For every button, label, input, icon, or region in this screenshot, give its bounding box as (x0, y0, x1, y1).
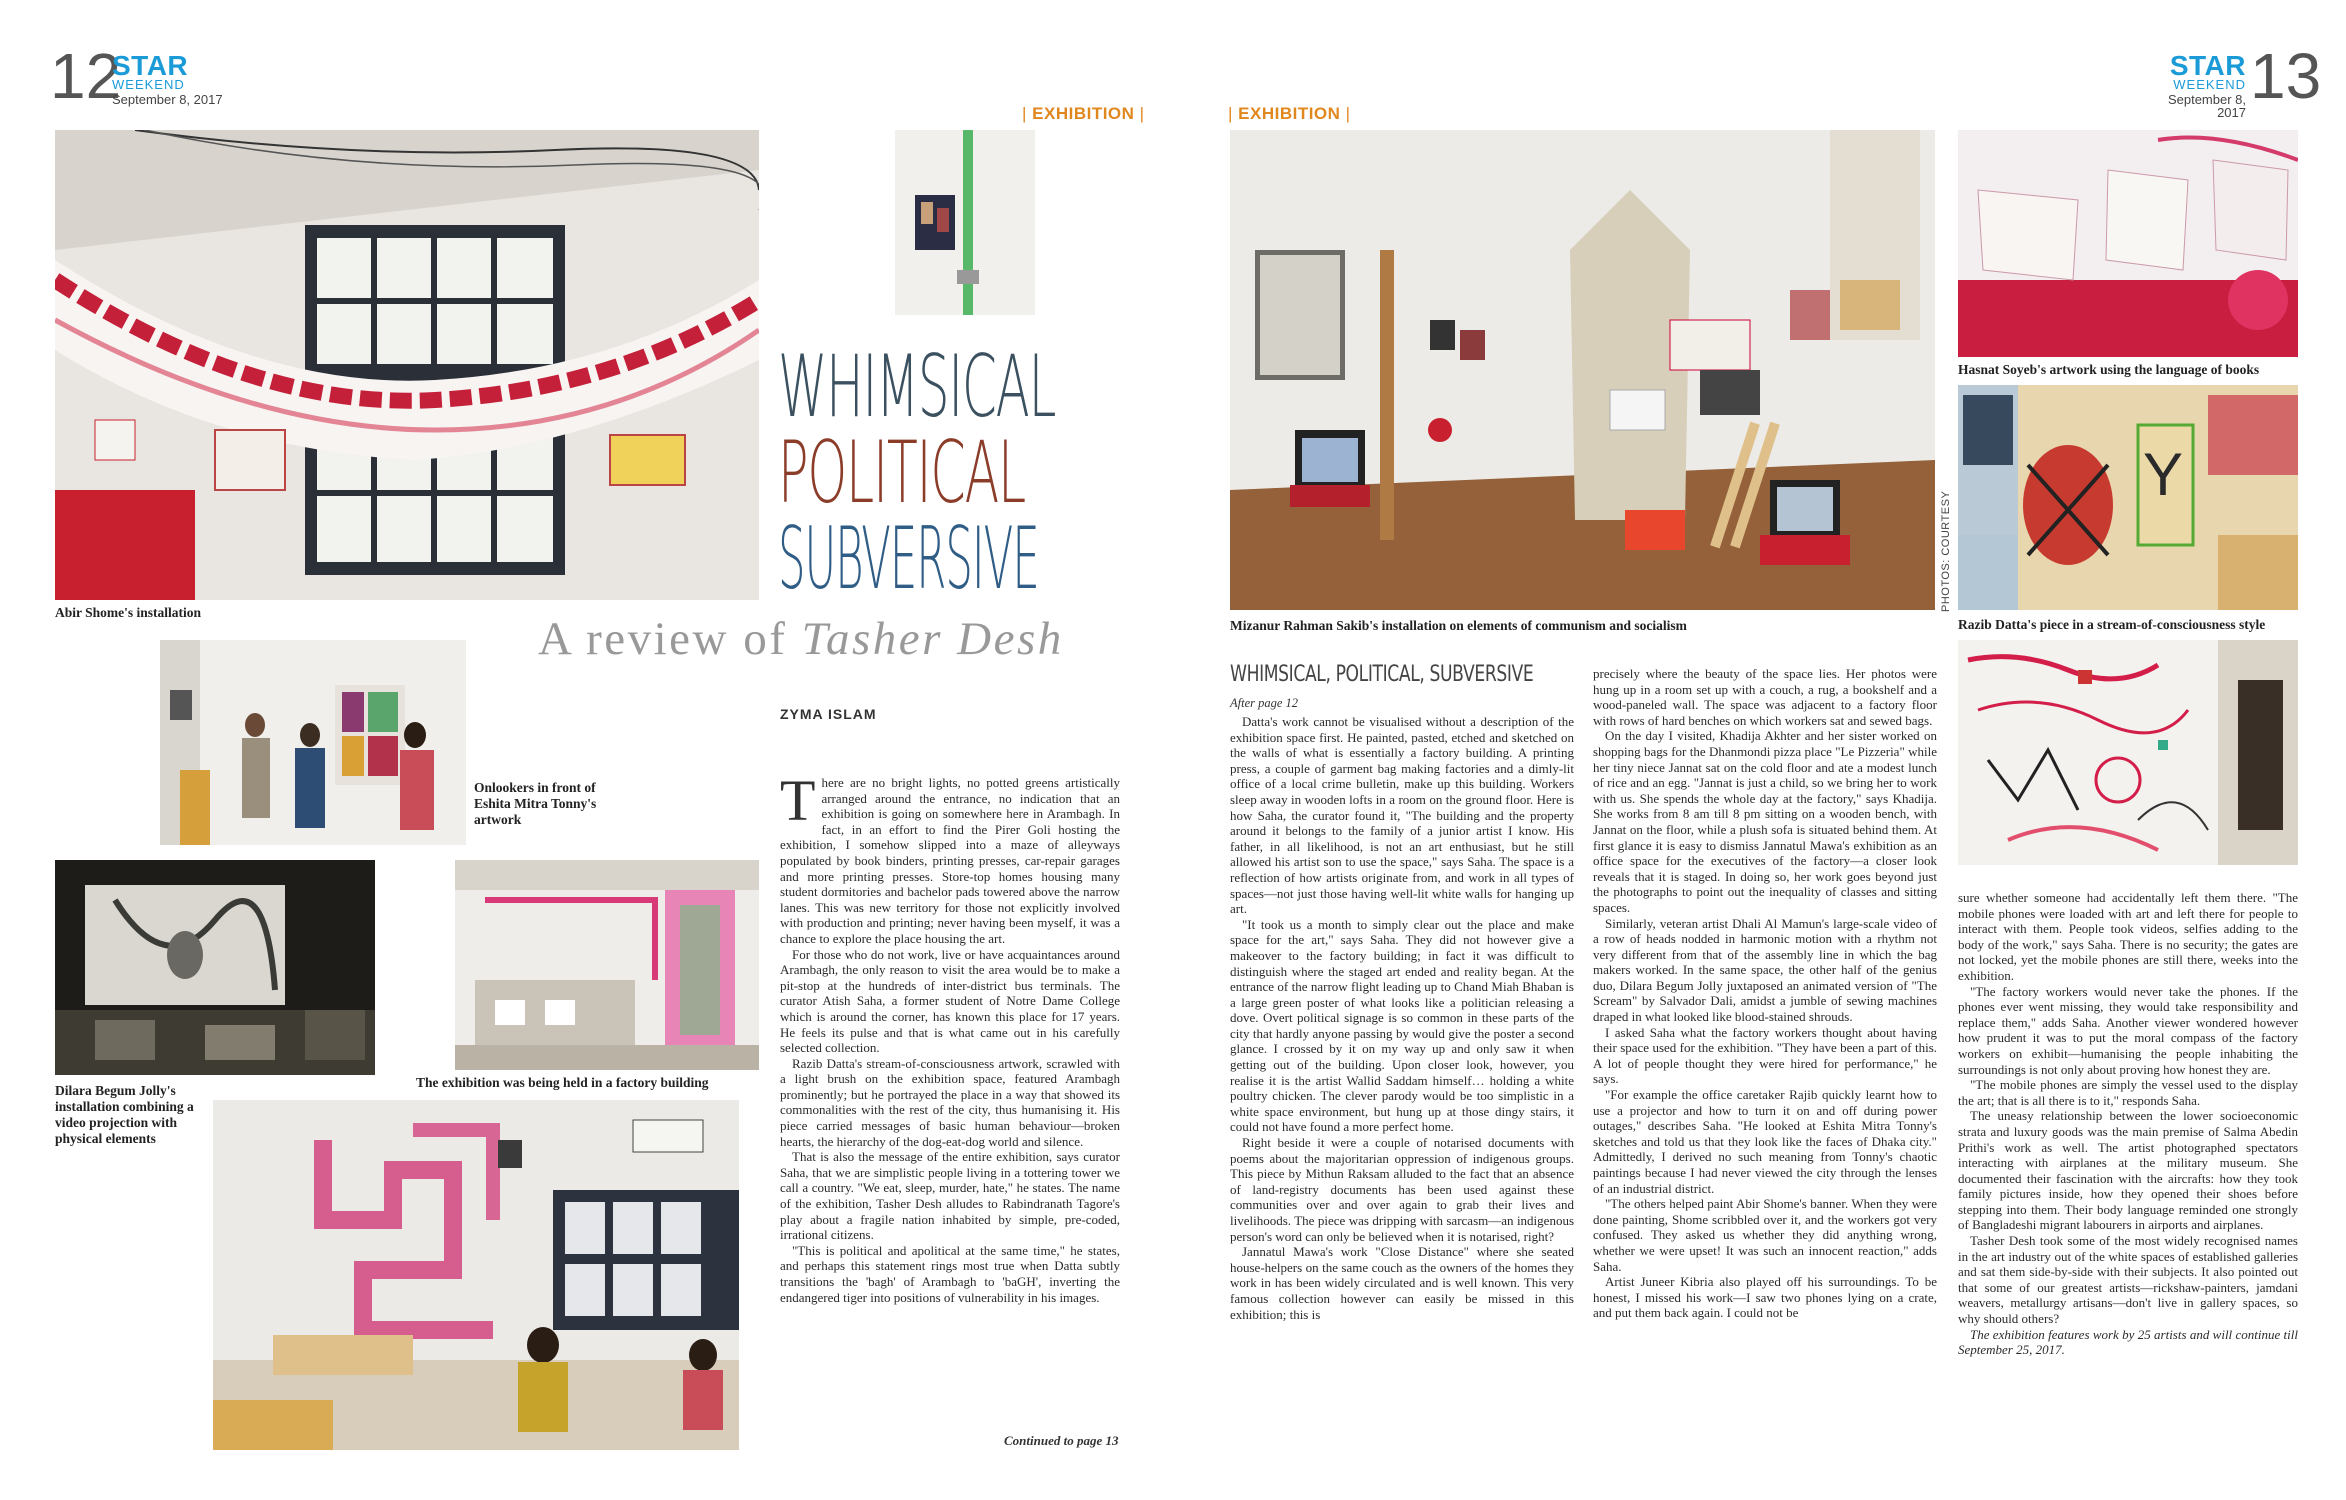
paragraph: "The mobile phones are simply the vessel used to the display the art; that is all there is to it," responds Saha. (1958, 1077, 2298, 1108)
article-body-col1 (1230, 714, 1574, 1322)
headline-line1: WHIMSICAL (778, 337, 1056, 437)
caption-mizanur: Mizanur Rahman Sakib's installation on elements of communism and socialism (1230, 618, 1687, 633)
masthead-right (2150, 52, 2246, 119)
headline-line2: POLITICAL (778, 423, 1026, 523)
photo-onlookers (160, 640, 466, 845)
caption-factory: The exhibition was being held in a factory building (416, 1075, 709, 1090)
caption-razib: Razib Datta's piece in a stream-of-consciousness style (1958, 617, 2266, 632)
article-body-col2 (1593, 666, 1937, 1321)
photo-dilara-projection (55, 860, 375, 1075)
masthead-name: STAR (2169, 50, 2246, 81)
subtitle-prefix: A review of (538, 613, 802, 665)
paragraph: On the day I visited, Khadija Akhter and her sister worked on shopping bags for the Dhanmondi pizza place "Le Pizzeria" while her tiny niece Jannat sat on the cold floor and ate a modest lunch of rice and an egg. "Jannat is just a child, so we bring her to work with us. She spends the whole day at the factory," says Khadija. She works from 8 am till 8 pm sitting on a wooden bench, with Jannat on the floor, while a plush sofa is situated behind them. At first glance it is easy to dismiss Jannatul Mawa's exhibition as an office space for the executives of the factory—a closer look reveals that it is staged. In doing so, her work goes beyond just the photographs to point out the inequality of classes and sitting spaces. (1593, 728, 1937, 915)
paragraph: Artist Juneer Kibria also played off his surroundings. To be honest, I missed his work—I saw two phones lying on a crate, and put them back again. I could not be (1593, 1274, 1937, 1321)
masthead-sub: WEEKEND (112, 77, 185, 92)
kicker-right-text: EXHIBITION (1238, 104, 1341, 123)
closing-note: The exhibition features work by 25 artists and will continue till September 25, 2017. (1958, 1326, 2298, 1358)
photo-small-top (895, 130, 1035, 315)
photo-mizanur-installation (1230, 130, 1935, 610)
jump-headline: WHIMSICAL, POLITICAL, SUBVERSIVE (1230, 662, 1534, 687)
paragraph: "The factory workers would never take the phones. If the phones ever went missing, they would take responsibility and replace them," adds Saha. Another viewer wondered however how prudent it was to put the moral compass of the factory workers on exhibit—humanising the people inhabiting the surroundings is not only about proving how honest they are. (1958, 983, 2298, 1077)
paragraph: That is also the message of the entire exhibition, says curator Saha, that we are simplistic people living in a tottering tower we call a country. "We eat, sleep, murder, hate," he states. The name of the exhibition, Tasher Desh alludes to Rabindranath Tagore's play about a fragile nation inhabited by simple, pre-coded, irrational citizens. (780, 1149, 1120, 1243)
subtitle (538, 612, 1064, 666)
masthead-date: September 8, 2017 (112, 92, 223, 107)
paragraph: Razib Datta's stream-of-consciousness artwork, scrawled with a light brush on the exhibition space, featured Arambagh prominently; but he portrayed the place in a way that showed its commonalities with the rest of the city, thus humanising it. His piece carried messages of basic human behaviour—broken hearts, the hierarchy of the dog-eat-dog world and silence. (780, 1055, 1120, 1149)
svg-text:Y: Y (2143, 441, 2184, 508)
kicker-right: | EXHIBITION | (1228, 104, 1351, 123)
article-body-left (780, 768, 1120, 1305)
paragraph: "It took us a month to simply clear out the place and make space for the art," says Saha. They did not however give a makeover to the factory building; in fact it was difficult to distinguish where the staged art ended and reality began. At the entrance of the narrow flight leading up to Chand Miah Bhaban is a large green poster of what looks like a politician releasing a dove. Overt political signage is so common in these parts of the city that hardly anyone passing by would give the poster a second glance. I crossed by it on my way up and only saw it when getting out of the building. Upon closer look, however, you realise it is the artist Wallid Saddam himself… holding a white poultry chicken. The clever parody would be too simplistic in a white space environment, but hung up at those dingy stairs, it could not have found a more perfect home. (1230, 916, 1574, 1135)
photo-factory-building (455, 860, 759, 1070)
photo-razib-wall (1958, 385, 2298, 610)
paragraph: precisely where the beauty of the space lies. Her photos were hung up in a room set up with a couch, a rug, a bookshelf and a wood-paneled wall. The space was adjacent to a factory floor with rows of hard benches on which workers sat and sewed bags. (1593, 666, 1937, 728)
byline: ZYMA ISLAM (780, 706, 877, 722)
photo-credit: PHOTOS: COURTESY (1940, 490, 1952, 612)
paragraph (780, 768, 1120, 947)
page-number-right: 13 (2250, 40, 2322, 112)
kicker-left: | EXHIBITION | (1022, 104, 1145, 123)
article-body-col3 (1958, 890, 2298, 1358)
paragraph: Right beside it were a couple of notarised documents with poems about the majoritarian oppression of indigenous groups. This piece by Mithun Raksam alluded to the fact that an absence of land-registry documents has been used against these communities over and over again to grab their lives and livelihoods. The piece was dripping with sarcasm—an indigenous person's word can only be believed when it is notarised, right? (1230, 1135, 1574, 1244)
caption-abir: Abir Shome's installation (55, 605, 202, 620)
caption-onlookers: Onlookers in front of Eshita Mitra Tonny's artwork (474, 780, 597, 827)
paragraph: Datta's work cannot be visualised without a description of the exhibition space first. He painted, pasted, etched and sketched on the walls of what is essentially a factory building. A printing press, a couple of garment bag making factories and a dimly-lit office of a local crime bulletin, make up this building. Workers sleep away in wooden lofts in a room on the ground floor. Here is how Saha, the curator found it, "The building and the property around it belongs to the family of a junior artist I know. His father, in all likelihood, is not an art enthusiast, but he still allowed his artist son to use the space," says Saha. The space is a reflection of how artists originate from, and work in all types of spaces—not just those having well-lit white walls for hanging up art. (1230, 714, 1574, 917)
headline-line3: SUBVERSIVE (778, 509, 1039, 609)
paragraph: Tasher Desh took some of the most widely recognised names in the art industry out of the white spaces of established galleries and sat them side-by-side with their subjects. It also pointed out that some of our greatest artists—rickshaw-painters, jamdani weavers, metallurgy artisans—don't live in gallery spaces, so why should others? (1958, 1233, 2298, 1327)
paragraph: The uneasy relationship between the lower socioeconomic strata and luxury goods was the main premise of Salma Abedin Prithi's work as well. The artist photographed spectators interacting with airplanes at the military museum. She documented their fascination with the aircrafts: how they took family pictures inside, how they opened their shoes before stepping into them. Their body language reminded one strongly of Bangladeshi migrant labourers in airports and airplanes. (1958, 1108, 2298, 1233)
paragraph: I asked Saha what the factory workers thought about having their space used for the exhibition. "They have been a part of this. A lot of people thought they were hired for performance," he says. (1593, 1024, 1937, 1087)
photo-sewing-room (213, 1100, 739, 1450)
paragraph: sure whether someone had accidentally left them there. "The mobile phones were loaded with art and left there for people to interact with them. People took videos, selfies adding to the body of the work," says Saha. There is no security; the gates are not locked, yet the mobile phones are still there, weeks into the exhibition. (1958, 890, 2298, 983)
photo-hasnat-books (1958, 130, 2298, 357)
paragraph: "This is political and apolitical at the same time," he states, and perhaps this statement rings most true when Datta subtly transitions the 'bagh' of Arambagh to 'baGH', inverting the endangered tiger into positions of vulnerability in his images. (780, 1242, 1120, 1305)
caption-dilara: Dilara Begum Jolly's installation combining a video projection with physical elements (55, 1083, 194, 1146)
paragraph: Jannatul Mawa's work "Close Distance" where she seated house-helpers on the same couch as the owners of the homes they work in has been widely circulated and is well known. This very famous collection however can easily be missed in this exhibition; this is (1230, 1244, 1574, 1322)
dropcap: T (780, 768, 816, 833)
caption-hasnat: Hasnat Soyeb's artwork using the language of books (1958, 362, 2260, 377)
masthead-left (112, 52, 223, 106)
masthead-date: September 8, 2017 (2167, 92, 2246, 120)
masthead-sub: WEEKEND (2173, 77, 2246, 92)
continued-link[interactable]: Continued to page 13 (1004, 1433, 1119, 1448)
masthead-name: STAR (112, 50, 189, 81)
photo-razib-scrawl (1958, 640, 2298, 865)
paragraph-text: here are no bright lights, no potted greens artistically arranged around the entrance, no indication that an exhibition is going on somewhere here in Arambagh. In fact, in an effort to find the Pirer Goli hosting the exhibition, I somehow slipped into a maze of alleyways populated by book binders, printing presses, car-repair garages and more printing presses. Store-top homes housing many student dormitories and bachelor pads towered above the narrow lanes. This was new territory for those not explicitly involved with production and printing; never having been myself, it was a chance to explore the place housing the art. (780, 775, 1120, 946)
paragraph: "For example the office caretaker Rajib quickly learnt how to use a projector and how to turn it on and off during power outages," describes Saha. "He looked at Eshita Mitra Tonny's sketches and told us that they look like the faces of Dhaka city." Admittedly, I derived no such meaning from Tonny's chaotic paintings because I had never viewed the city through the lenses of an industrial district. (1593, 1087, 1937, 1196)
paragraph: "The others helped paint Abir Shome's banner. When they were done painting, Shome scribbled over it, and the workers got very confused. They asked us whether they did anything wrong, whether we were upset! It was such an innocent reaction," adds Saha. (1593, 1196, 1937, 1274)
page-number-left: 12 (50, 40, 122, 112)
subtitle-title: Tasher Desh (801, 613, 1064, 665)
kicker-left-text: EXHIBITION (1032, 104, 1135, 123)
paragraph: Similarly, veteran artist Dhali Al Mamun's large-scale video of a row of heads nodded in harmonic motion with a rhythm not very different from that of the assembly line in which the bag makers worked. In the same space, the other half of the genius duo, Dilara Begum Jolly juxtaposed an animated version of "The Scream" by Salvador Dali, amidst a jumble of sewing machines draped in what looked like blood-stained shrouds. (1593, 915, 1937, 1025)
photo-abir-installation (55, 130, 759, 600)
jump-from: After page 12 (1230, 696, 1299, 710)
paragraph: For those who do not work, live or have acquaintances around Arambagh, the only reason to visit the area would be to make a pit-stop at the hundreds of inter-district bus terminals. The curator Atish Saha, a former student of Notre Dame College which is around the corner, has known this place for 17 years. He feels its pulse and that is what came out in his carefully selected collection. (780, 946, 1120, 1056)
